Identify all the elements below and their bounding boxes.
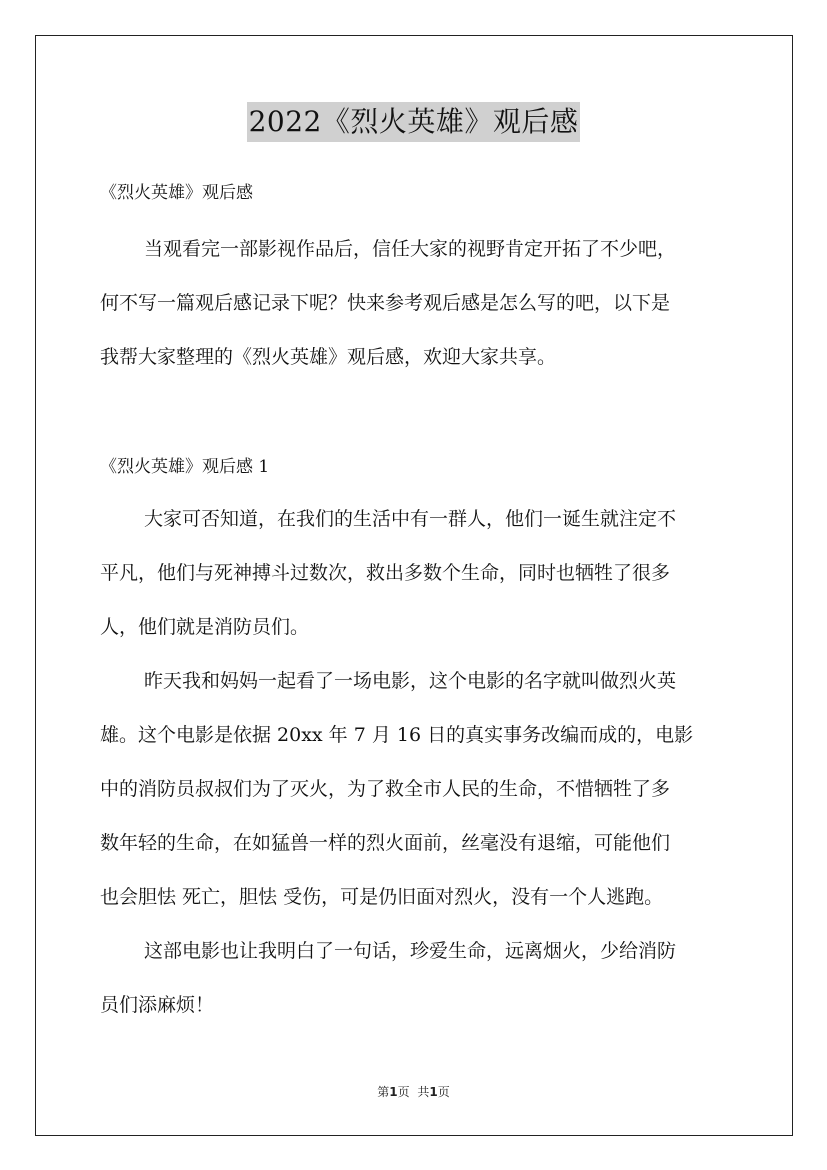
paragraph-line: 平凡，他们与死神搏斗过数次，救出多数个生命，同时也牺牲了很多 bbox=[100, 562, 671, 584]
page-footer bbox=[0, 1084, 827, 1100]
paragraph-2 bbox=[100, 654, 728, 924]
total-label-prefix: 共 bbox=[417, 1085, 430, 1099]
paragraph-line: 人，他们就是消防员们。 bbox=[100, 616, 310, 638]
title-container bbox=[0, 102, 827, 142]
page-label-prefix: 第 bbox=[377, 1085, 390, 1099]
paragraph-line: 员们添麻烦！ bbox=[100, 994, 215, 1016]
paragraph-line: 大家可否知道，在我们的生活中有一群人，他们一诞生就注定不 bbox=[144, 508, 677, 530]
paragraph-line: 数年轻的生命，在如猛兽一样的烈火面前，丝毫没有退缩，可能他们 bbox=[100, 832, 671, 854]
paragraph-line: 雄。这个电影是依据 20xx 年 7 月 16 日的真实事务改编而成的，电影 bbox=[100, 724, 694, 746]
section-heading-1: 《烈火英雄》观后感 1 bbox=[100, 457, 270, 477]
paragraph-line: 中的消防员叔叔们为了灭火，为了救全市人民的生命，不惜牺牲了多 bbox=[100, 778, 671, 800]
paragraph-line: 昨天我和妈妈一起看了一场电影，这个电影的名字就叫做烈火英 bbox=[144, 670, 677, 692]
page-label-suffix: 页 bbox=[397, 1085, 410, 1099]
paragraph-line: 何不写一篇观后感记录下呢？快来参考观后感是怎么写的吧，以下是 bbox=[100, 292, 671, 314]
paragraph-3 bbox=[100, 924, 728, 1032]
paragraph-1 bbox=[100, 492, 728, 654]
page-number: 1 bbox=[389, 1085, 398, 1099]
total-pages: 1 bbox=[429, 1085, 438, 1099]
intro-heading: 《烈火英雄》观后感 bbox=[100, 183, 253, 203]
paragraph-line: 我帮大家整理的《烈火英雄》观后感，欢迎大家共享。 bbox=[100, 346, 557, 368]
paragraph-line: 这部电影也让我明白了一句话，珍爱生命，远离烟火，少给消防 bbox=[144, 940, 677, 962]
paragraph-line: 也会胆怯 死亡，胆怯 受伤，可是仍旧面对烈火，没有一个人逃跑。 bbox=[100, 886, 664, 908]
paragraph-line: 当观看完一部影视作品后，信任大家的视野肯定开拓了不少吧， bbox=[144, 238, 677, 260]
document-title: 2022《烈火英雄》观后感 bbox=[247, 102, 581, 142]
intro-paragraph bbox=[100, 222, 728, 384]
total-label-suffix: 页 bbox=[437, 1085, 450, 1099]
